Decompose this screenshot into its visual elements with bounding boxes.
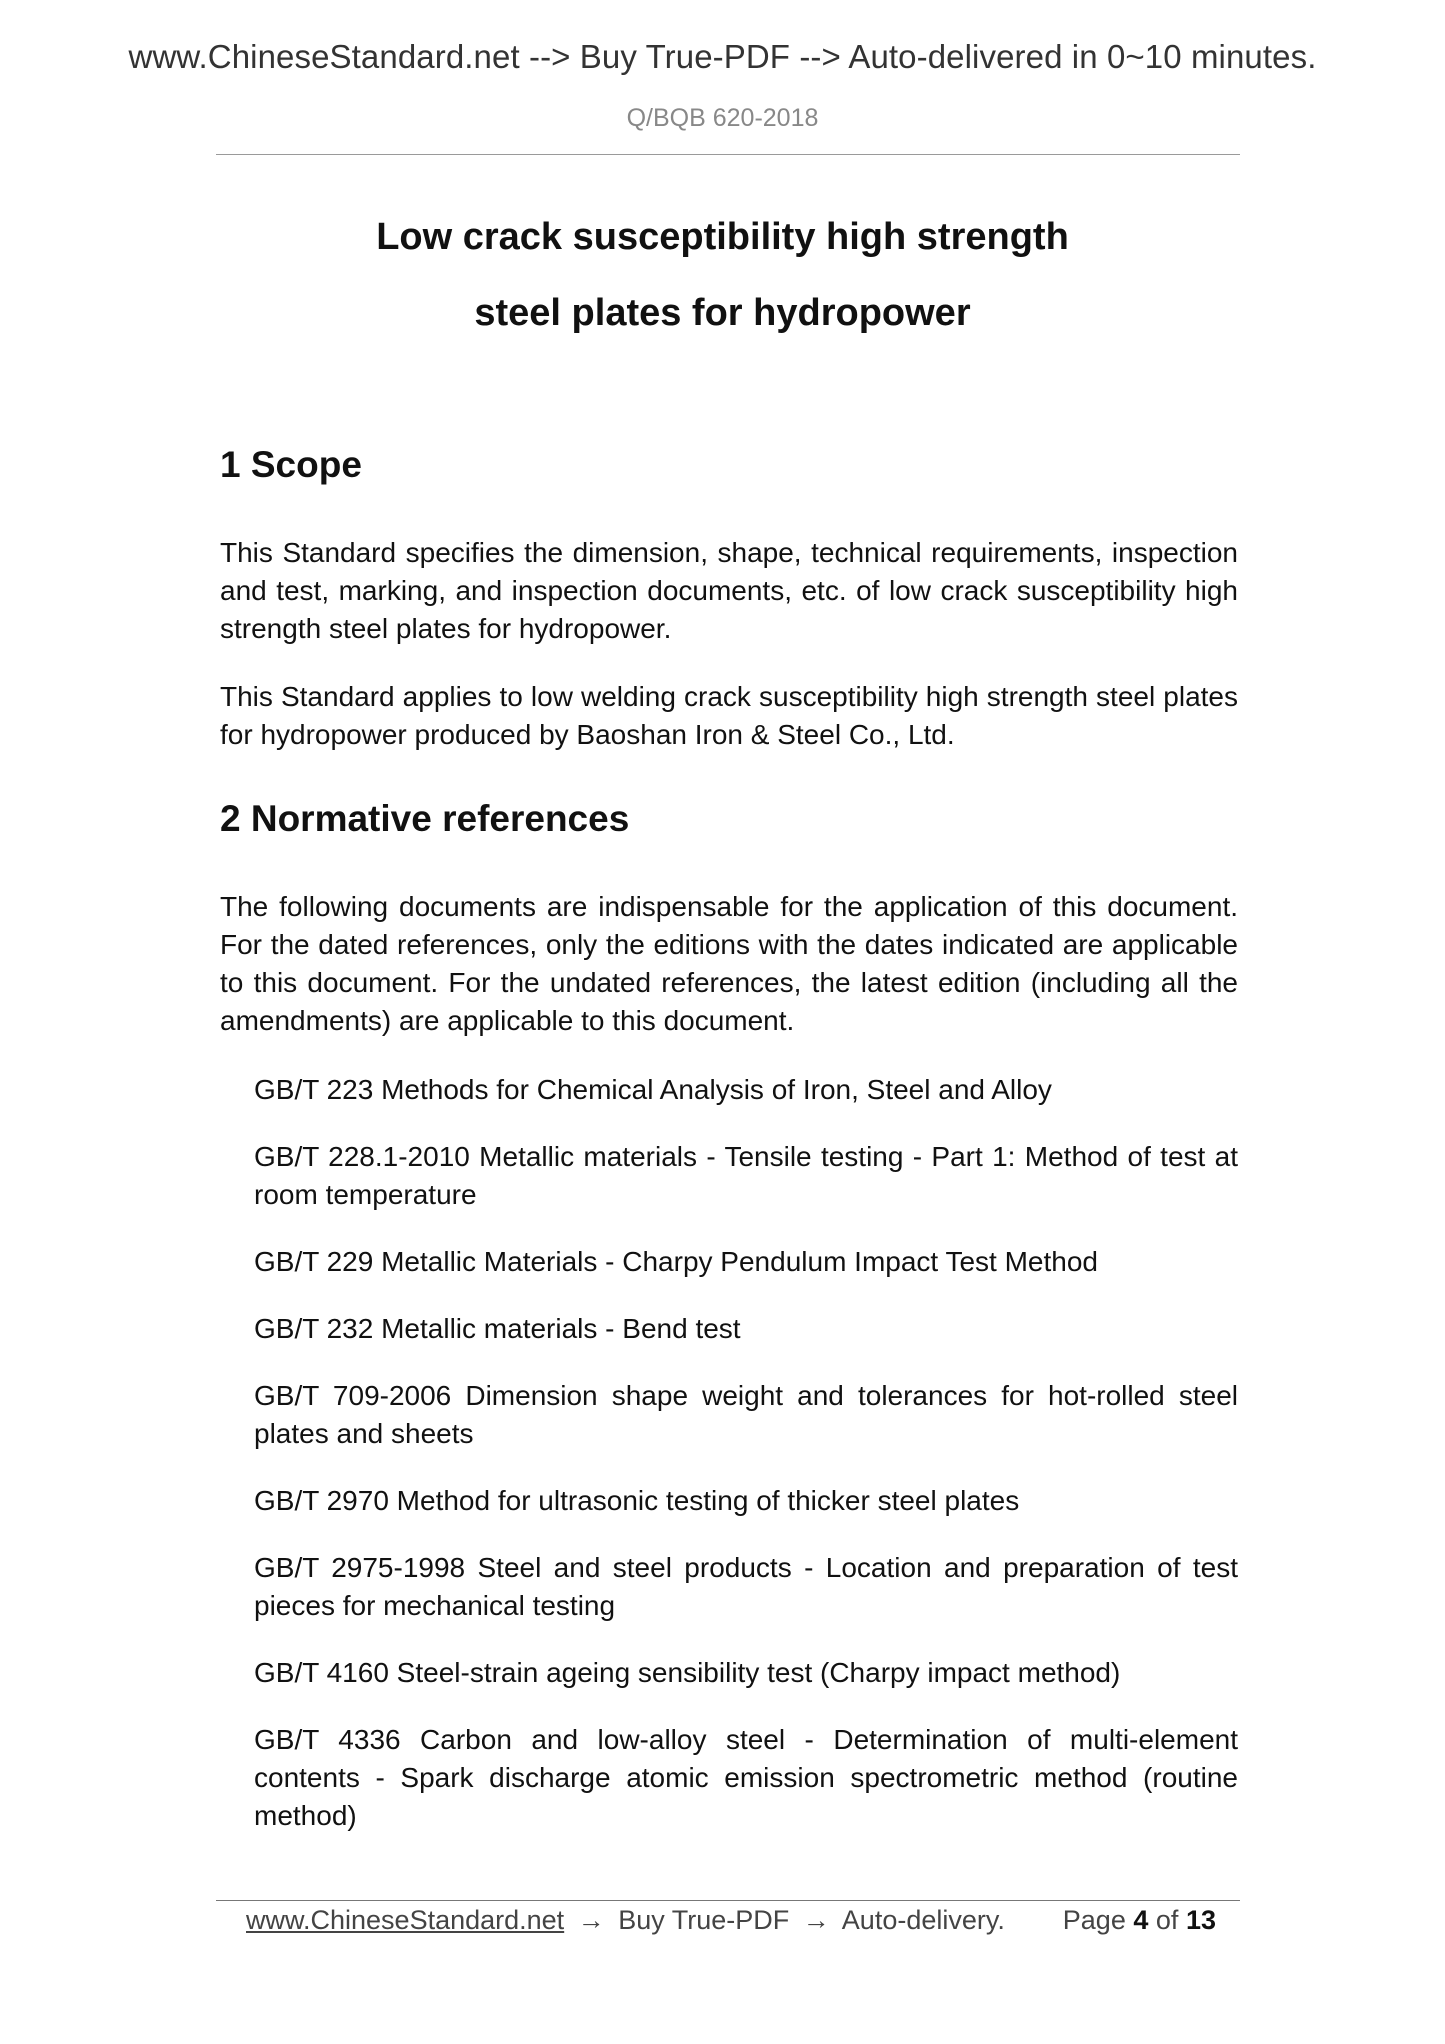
header-divider (216, 154, 1240, 155)
footer-site-link[interactable]: www.ChineseStandard.net (246, 1905, 565, 1935)
reference-item: GB/T 4336 Carbon and low-alloy steel - Determination of multi-element contents - Spark discharge atomic emission spectrometric method (routine method) (254, 1724, 1238, 1831)
section-heading-scope: 1 Scope (220, 444, 362, 485)
reference-item: GB/T 709-2006 Dimension shape weight and tolerances for hot-rolled steel plates and sheets (254, 1380, 1238, 1449)
document-title-line-1: Low crack susceptibility high strength (376, 216, 1069, 258)
reference-item: GB/T 2975-1998 Steel and steel products - Location and preparation of test pieces for mechanical testing (254, 1552, 1238, 1621)
page-label: Page (1062, 1905, 1126, 1935)
arrow-right-icon: → (802, 1905, 830, 1935)
arrow-right-icon: → (577, 1905, 605, 1935)
page-indicator (1063, 1905, 1216, 1936)
reference-item: GB/T 229 Metallic Materials - Charpy Pendulum Impact Test Method (254, 1246, 1098, 1277)
total-pages: 13 (1185, 1905, 1216, 1935)
top-banner: www.ChineseStandard.net --> Buy True-PDF --> Auto-delivered in 0~10 minutes. (128, 38, 1317, 75)
reference-list (254, 1071, 1238, 1864)
document-title-line-2: steel plates for hydropower (474, 292, 971, 334)
reference-item: GB/T 2970 Method for ultrasonic testing of thicker steel plates (254, 1485, 1020, 1516)
of-label: of (1155, 1905, 1179, 1935)
reference-item: GB/T 4160 Steel-strain ageing sensibility test (Charpy impact method) (254, 1657, 1121, 1688)
reference-item: GB/T 232 Metallic materials - Bend test (254, 1313, 741, 1344)
reference-item: GB/T 223 Methods for Chemical Analysis of Iron, Steel and Alloy (254, 1074, 1052, 1105)
footer-divider (216, 1900, 1240, 1901)
document-code: Q/BQB 620-2018 (626, 104, 819, 132)
reference-item: GB/T 228.1-2010 Metallic materials - Tensile testing - Part 1: Method of test at room temperature (254, 1141, 1238, 1210)
footer-delivery-text: Auto-delivery. (841, 1905, 1005, 1935)
page-footer (246, 1905, 1216, 1945)
scope-paragraph-2: This Standard applies to low welding crack susceptibility high strength steel plates for hydropower produced by Baoshan Iron & Steel Co., Ltd. (220, 681, 1238, 750)
section-heading-normative-references: 2 Normative references (220, 798, 630, 839)
scope-paragraph-1: This Standard specifies the dimension, shape, technical requirements, inspection and test, marking, and inspection documents, etc. of low crack susceptibility high strength steel plates for hydropower. (220, 537, 1238, 644)
footer-buy-text: Buy True-PDF (618, 1905, 790, 1935)
page-number: 4 (1133, 1905, 1149, 1935)
normative-intro-paragraph: The following documents are indispensable for the application of this document. For the dated references, only the editions with the dates indicated are applicable to this document. For the undated references, the latest edition (including all the amendments) are applicable to this document. (220, 891, 1238, 1036)
footer-left (246, 1905, 1005, 1936)
